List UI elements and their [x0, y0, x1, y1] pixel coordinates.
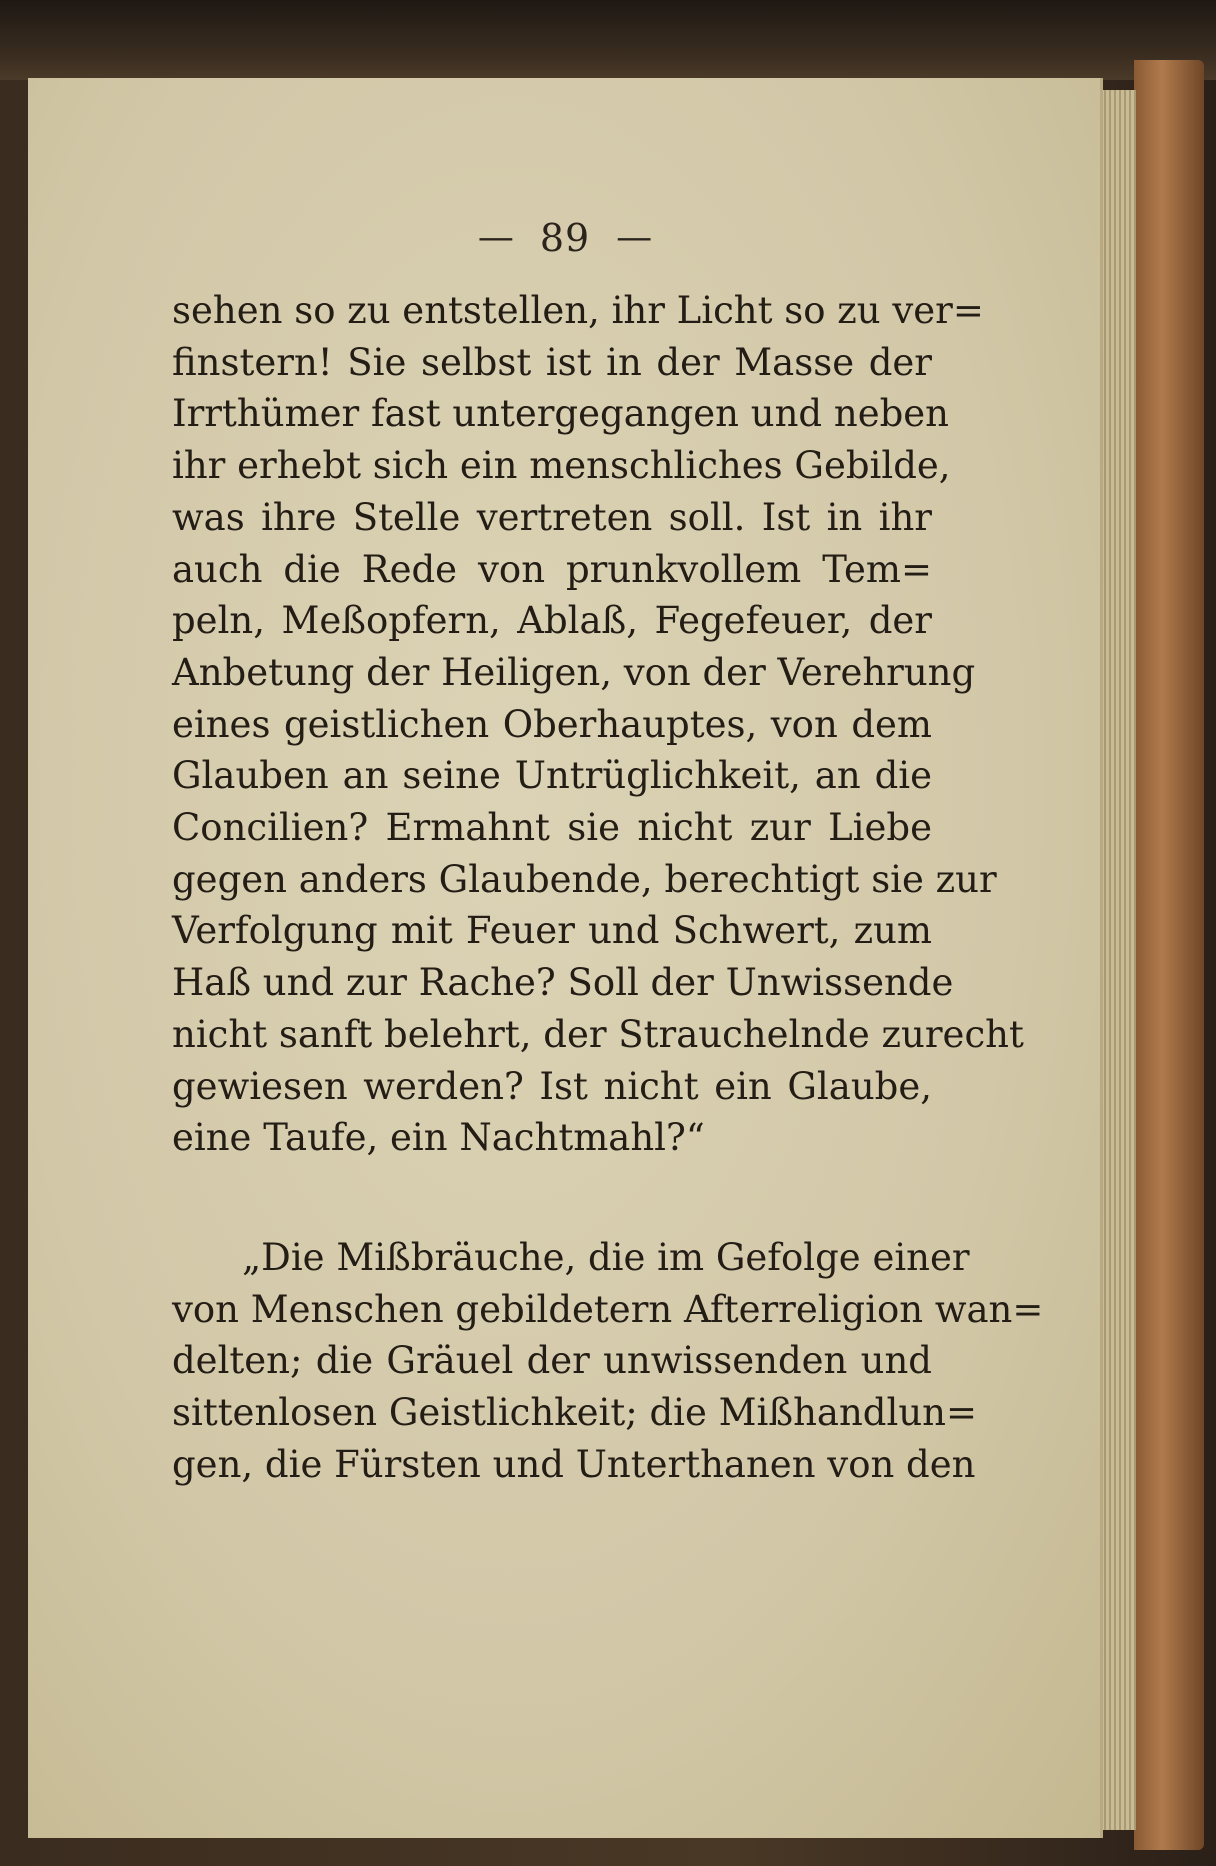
book-cover-edge: [1134, 60, 1204, 1850]
text-line: sehen so zu entstellen, ihr Licht so zu ver=: [172, 289, 984, 332]
text-line: ihr erhebt sich ein menschliches Gebilde,: [172, 444, 951, 488]
text-line: Concilien? Ermahnt sie nicht zur Liebe: [172, 806, 932, 850]
text-line: peln, Meßopfern, Ablaß, Fegefeuer, der: [172, 599, 932, 643]
text-line: „Die Mißbräuche, die im Gefolge einer: [242, 1235, 970, 1279]
paragraph-1: [172, 285, 1024, 1164]
paragraph-gap: [172, 1164, 932, 1232]
book-cover-top: [0, 0, 1216, 80]
text-line: Anbetung der Heiligen, von der Verehrung: [172, 650, 976, 694]
text-line: Glauben an seine Untrüglichkeit, an die: [172, 754, 932, 798]
text-line: von Menschen gebildetern Afterreligion wan=: [172, 1287, 1044, 1331]
text-line: gen, die Fürsten und Unterthanen von den: [172, 1442, 976, 1486]
text-line: delten; die Gräuel der unwissenden und: [172, 1339, 932, 1383]
text-line: auch die Rede von prunkvollem Tem=: [172, 547, 932, 591]
text-line: Irrthümer fast untergegangen und neben: [172, 392, 949, 436]
page-number: 89: [539, 216, 591, 260]
page-text: [172, 285, 1044, 1490]
text-line: finstern! Sie selbst ist in der Masse der: [172, 340, 932, 384]
text-line: was ihre Stelle vertreten soll. Ist in ihr: [172, 495, 932, 539]
text-line: sittenlosen Geistlichkeit; die Mißhandlun=: [172, 1391, 977, 1435]
text-line: gewiesen werden? Ist nicht ein Glaube,: [172, 1064, 932, 1108]
paragraph-2: [172, 1232, 1044, 1491]
header-dash-right: —: [616, 217, 653, 258]
page-header: [400, 208, 730, 268]
header-dash-left: —: [477, 217, 514, 258]
text-line: gegen anders Glaubende, berechtigt sie zur: [172, 857, 997, 901]
text-line: eines geistlichen Oberhauptes, von dem: [172, 702, 932, 746]
text-line: Verfolgung mit Feuer und Schwert, zum: [172, 909, 932, 953]
text-line: eine Taufe, ein Nachtmahl?“: [172, 1116, 705, 1160]
text-line: Haß und zur Rache? Soll der Unwissende: [172, 961, 954, 1005]
text-line: nicht sanft belehrt, der Strauchelnde zurecht: [172, 1012, 1024, 1056]
